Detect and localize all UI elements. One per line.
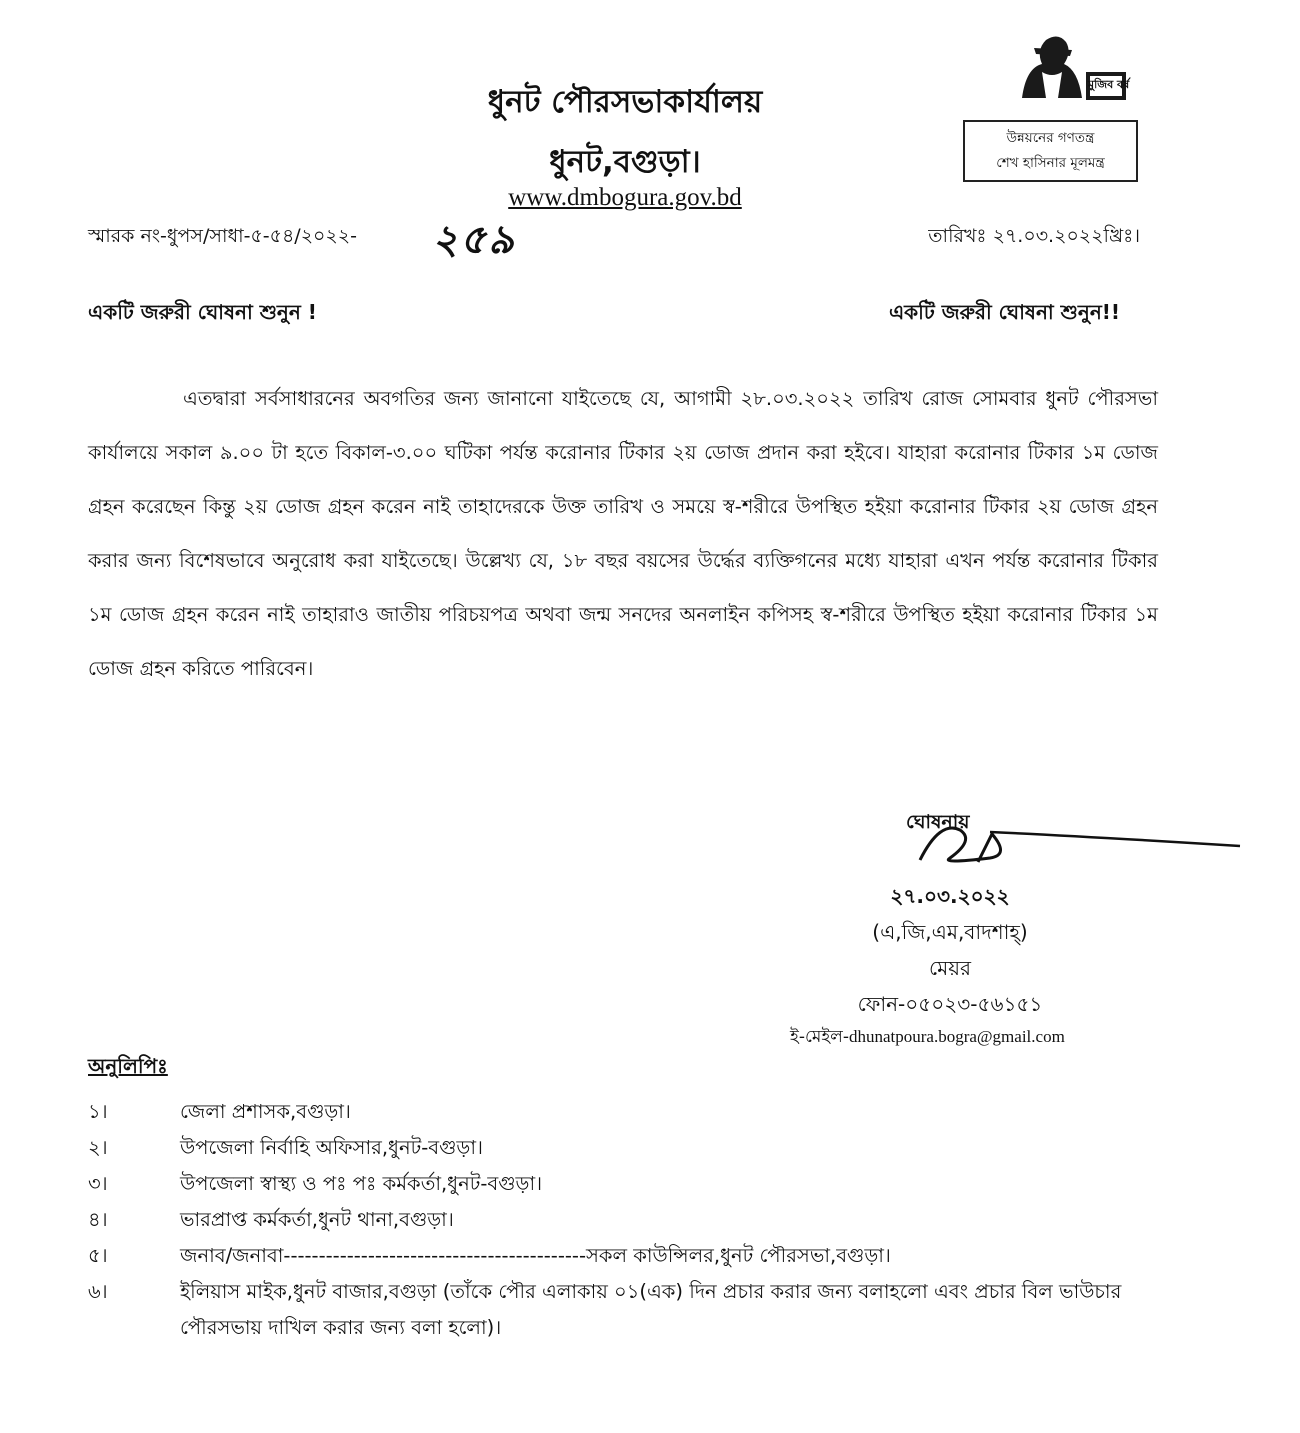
email-address[interactable]: dhunatpoura.bogra@gmail.com — [848, 1027, 1065, 1046]
signature-date: ২৭.০৩.২০২২ — [890, 884, 1010, 908]
memo-handwritten-number: ২৫৯ — [432, 216, 516, 263]
website-link[interactable]: www.dmbogura.gov.bd — [508, 184, 742, 211]
logo-text: মুজিব বর্ষ — [1088, 78, 1130, 91]
list-item-text: জনাব/জনাবা-------------------------------------------সকল কাউন্সিলর,ধুনট পৌরসভা,বগুড়া। — [180, 1244, 891, 1267]
list-item-number: ৫। — [88, 1244, 108, 1267]
slogan-line-1: উন্নয়নের গণতন্ত্র — [1006, 130, 1095, 146]
email-prefix: ই-মেইল- — [790, 1027, 849, 1047]
list-item — [88, 1238, 1168, 1274]
signatory-designation: মেয়র — [928, 956, 971, 980]
announcement-heading-left: একটি জরুরী ঘোষনা শুনুন ! — [88, 300, 317, 324]
list-item-number: ৬। — [88, 1280, 108, 1303]
list-item-number: ১। — [88, 1100, 108, 1123]
list-item-number: ৪। — [88, 1208, 108, 1231]
office-location: ধুনট,বগুড়া। — [549, 144, 701, 180]
list-item — [88, 1130, 1168, 1166]
list-item — [88, 1166, 1168, 1202]
list-item-text: ইলিয়াস মাইক,ধুনট বাজার,বগুড়া (তাঁকে পৌর এলাকায় ০১(এক) দিন প্রচার করার জন্য বলাহলো এবং প্রচার বিল ভাউচার পৌরসভায় দাখিল করার জন্য বলা হলো)। — [180, 1280, 1122, 1339]
signature-area — [880, 800, 1260, 880]
list-item-number: ২। — [88, 1136, 108, 1159]
list-item — [88, 1274, 1168, 1346]
list-item — [88, 1202, 1168, 1238]
signatory-email — [790, 1024, 1065, 1052]
list-item-text: উপজেলা স্বাস্থ্য ও পঃ পঃ কর্মকর্তা,ধুনট-বগুড়া। — [180, 1172, 543, 1195]
office-name: ধুনট পৌরসভাকার্যালয় — [487, 84, 763, 120]
copies-heading: অনুলিপিঃ — [88, 1054, 168, 1078]
copies-list — [88, 1094, 1168, 1346]
list-item-number: ৩। — [88, 1172, 108, 1195]
announcement-heading-right: একটি জরুরী ঘোষনা শুনুন!! — [888, 300, 1120, 324]
list-item-text: জেলা প্রশাসক,বগুড়া। — [180, 1100, 351, 1123]
list-item-text: উপজেলা নির্বাহি অফিসার,ধুনট-বগুড়া। — [180, 1136, 483, 1159]
signatory-name: (এ,জি,এম,বাদশাহ্) — [872, 920, 1028, 944]
notice-body: এতদ্বারা সর্বসাধারনের অবগতির জন্য জানানো যাইতেছে যে, আগামী ২৮.০৩.২০২২ তারিখ রোজ সোমবার ধুনট পৌরসভা কার্যালয়ে সকাল ৯.০০ টা হতে বিকাল-৩.০০ ঘটিকা পর্যন্ত করোনার টিকার ২য় ডোজ প্রদান করা হইবে। যাহারা করোনার টিকার ১ম ডোজ গ্রহন করেছেন কিন্তু ২য় ডোজ গ্রহন করেন নাই তাহাদেরকে উক্ত তারিখ ও সময়ে স্ব-শরীরে উপস্থিত হইয়া করোনার টিকার ২য় ডোজ গ্রহন করার জন্য বিশেষভাবে অনুরোধ করা যাইতেছে। উল্লেখ্য যে, ১৮ বছর বয়সের উর্দ্ধের ব্যক্তিগনের মধ্যে যাহারা এখন পর্যন্ত করোনার টিকার ১ম ডোজ গ্রহন করেন নাই তাহারাও জাতীয় পরিচয়পত্র অথবা জন্ম সনদের অনলাইন কপিসহ স্ব-শরীরে উপস্থিত হইয়া করোনার টিকার ১ম ডোজ গ্রহন করিতে পারিবেন। — [88, 387, 1158, 680]
memo-reference: স্মারক নং-ধুপস/সাধা-৫-৫৪/২০২২- — [88, 225, 357, 247]
memo-date: তারিখঃ ২৭.০৩.২০২২খ্রিঃ। — [928, 225, 1140, 247]
slogan-line-2: শেখ হাসিনার মূলমন্ত্র — [996, 155, 1105, 171]
list-item — [88, 1094, 1168, 1130]
list-item-text: ভারপ্রাপ্ত কর্মকর্তা,ধুনট থানা,বগুড়া। — [180, 1208, 454, 1231]
signature-label: ঘোষনায় — [906, 811, 970, 833]
handwritten-signature — [880, 800, 1260, 880]
signatory-phone: ফোন-০৫০২৩-৫৬১৫১ — [857, 992, 1043, 1016]
